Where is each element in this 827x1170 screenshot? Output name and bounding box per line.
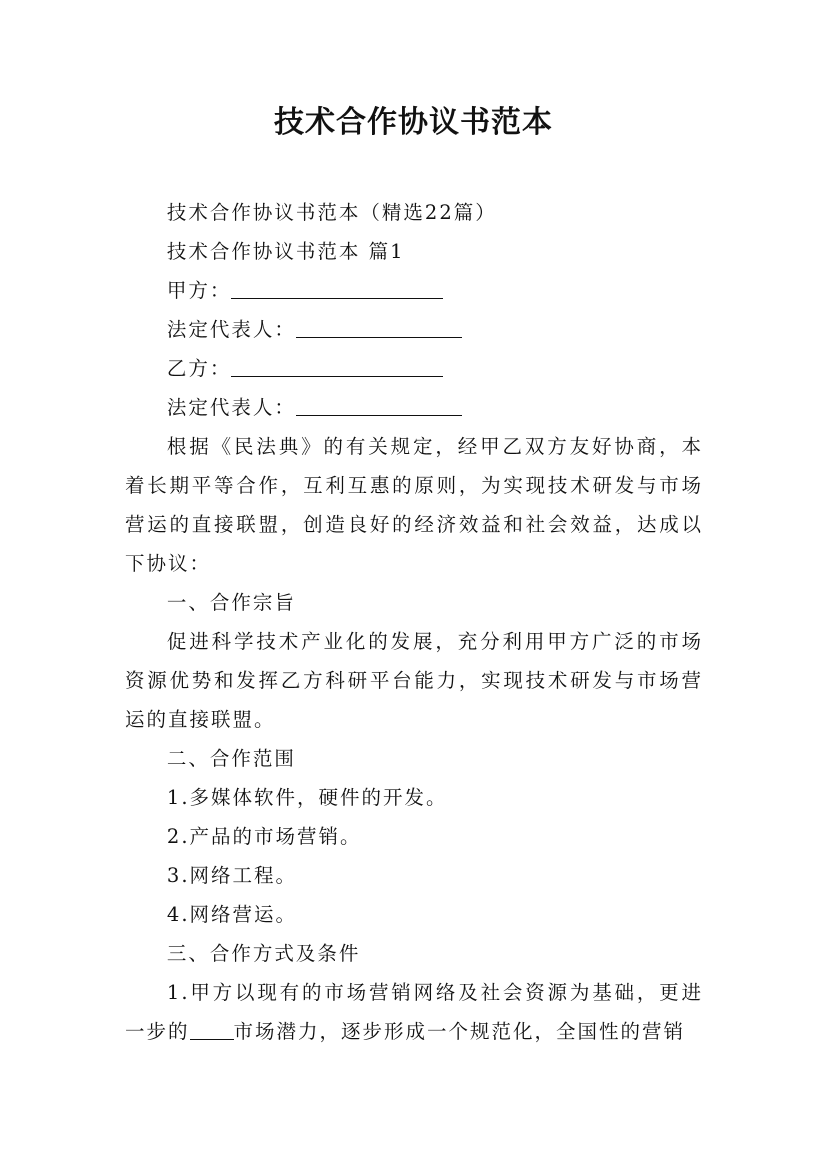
party-a-blank: [231, 278, 443, 299]
party-b-line: [125, 349, 703, 388]
rep-a-blank: [296, 317, 462, 338]
scope-item: 3.网络工程。: [166, 864, 298, 887]
party-a-label: 甲方：: [166, 279, 232, 302]
rep-b-label: 法定代表人：: [166, 396, 296, 419]
rep-b-line: [125, 388, 703, 427]
clause-3-item-1-blank: [190, 1019, 234, 1040]
scope-item: 2.产品的市场营销。: [166, 825, 362, 848]
intro-paragraph: 根据《民法典》的有关规定，经甲乙双方友好协商，本着长期平等合作，互利互惠的原则，为实现技术研发与市场营运的直接联盟，创造良好的经济效益和社会效益，达成以下协议：: [125, 435, 703, 575]
rep-b-blank: [296, 395, 462, 416]
party-b-label: 乙方：: [166, 357, 232, 380]
clause-1-heading: 一、合作宗旨: [166, 591, 296, 614]
section-heading: 技术合作协议书范本 篇1: [166, 240, 405, 263]
scope-item: 4.网络营运。: [166, 903, 298, 926]
rep-a-label: 法定代表人：: [166, 318, 296, 341]
clause-3-item-1-after: 市场潜力，逐步形成一个规范化，全国性的营销: [233, 1020, 686, 1043]
clause-3-item-1: [125, 973, 703, 1051]
party-a-line: [125, 271, 703, 310]
subtitle: 技术合作协议书范本（精选22篇）: [166, 201, 497, 224]
clause-1-body: 促进科学技术产业化的发展，充分利用甲方广泛的市场资源优势和发挥乙方科研平台能力，实现技术研发与市场营运的直接联盟。: [125, 630, 703, 731]
clause-3-heading: 三、合作方式及条件: [166, 942, 361, 965]
clause-3-item-1-before: 1.甲方以现有的市场营销网络及社会资源为基础，更进一步的: [125, 981, 703, 1043]
document-title: 技术合作协议书范本: [274, 105, 553, 140]
clause-2-heading: 二、合作范围: [166, 747, 296, 770]
party-b-blank: [231, 356, 443, 377]
document-body: [125, 193, 703, 1051]
rep-a-line: [125, 310, 703, 349]
scope-item: 1.多媒体软件，硬件的开发。: [166, 786, 448, 809]
